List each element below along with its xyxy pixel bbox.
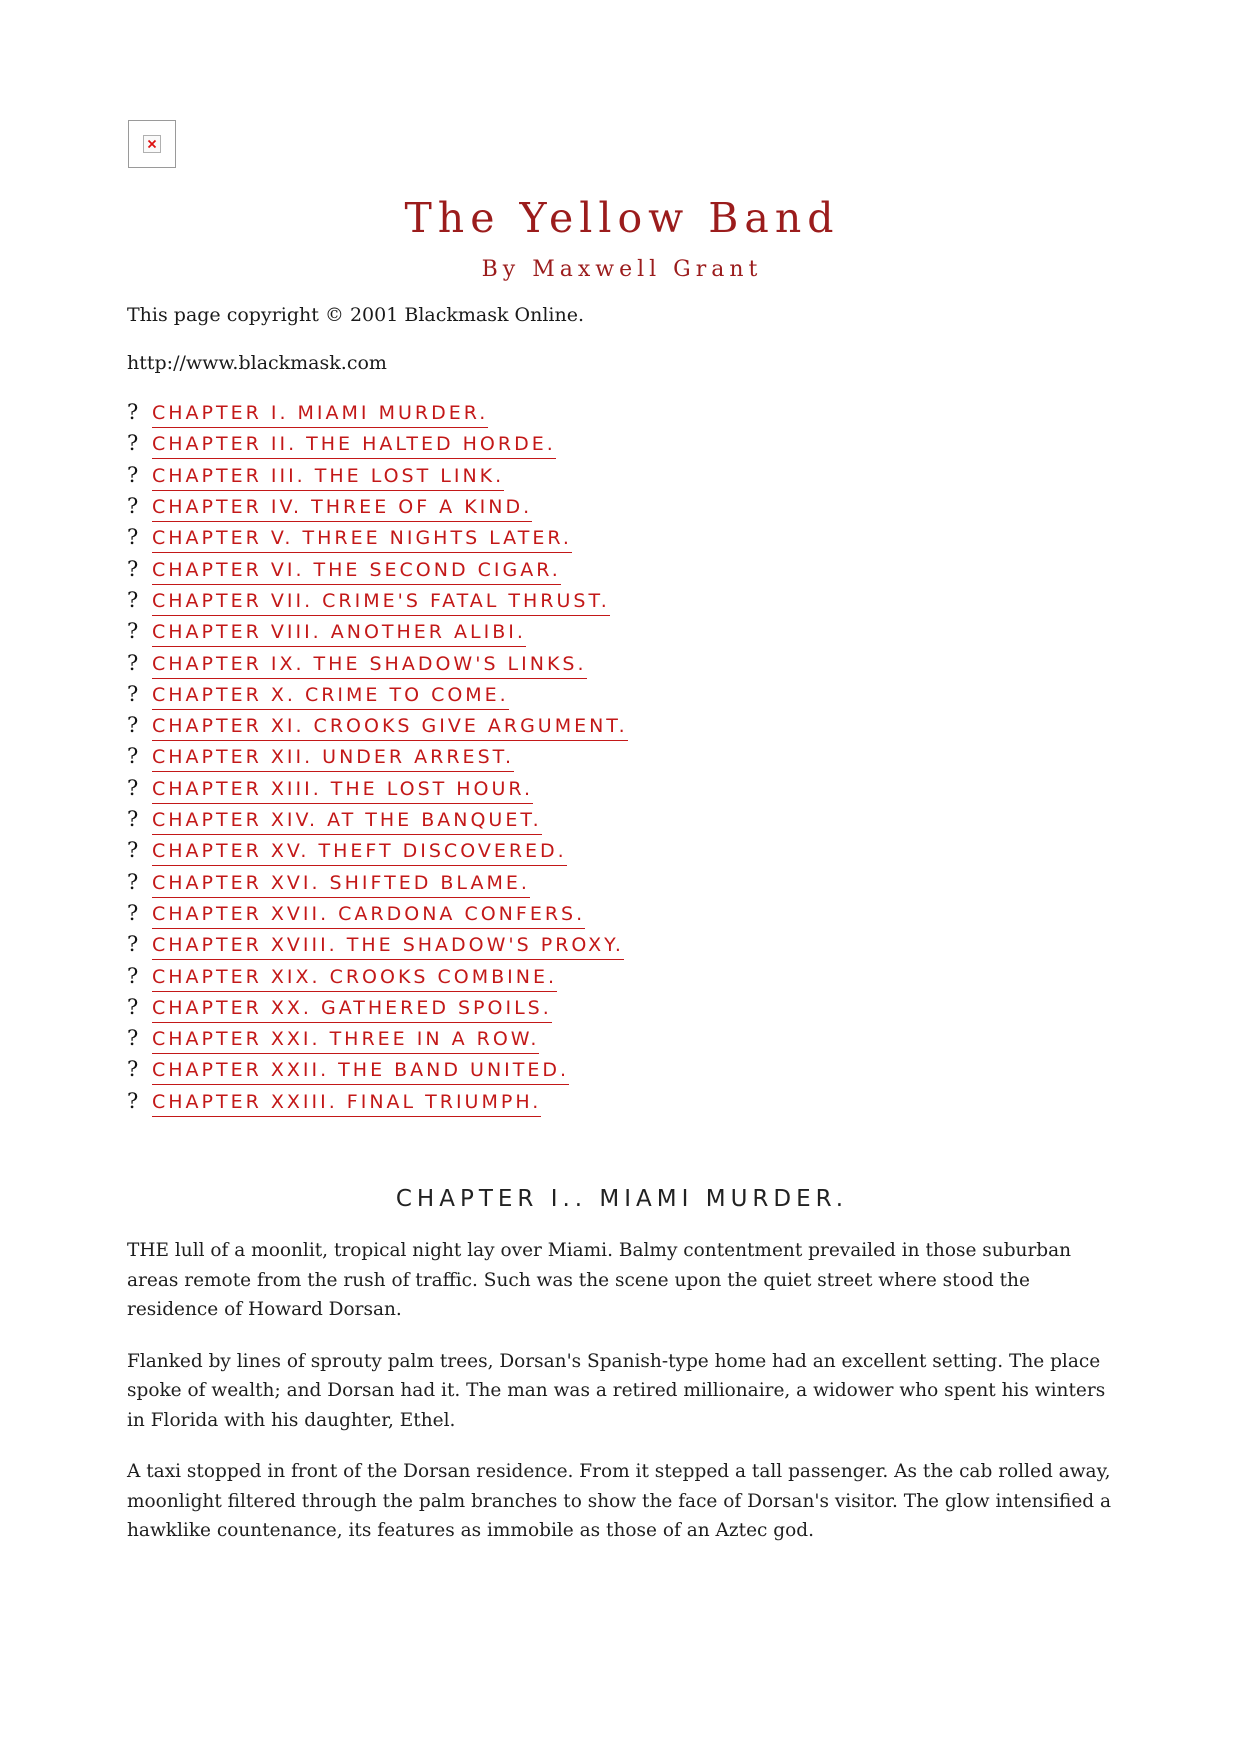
toc-bullet: ?: [127, 556, 139, 581]
book-author: By Maxwell Grant: [481, 257, 763, 283]
toc-bullet: ?: [127, 462, 139, 487]
toc-chapter-link[interactable]: CHAPTER XXII. THE BAND UNITED.: [152, 1059, 569, 1085]
toc-chapter-link[interactable]: CHAPTER XX. GATHERED SPOILS.: [152, 997, 552, 1023]
toc-bullet: ?: [127, 869, 139, 894]
copyright-notice: This page copyright © 2001 Blackmask Online.: [127, 304, 585, 327]
toc-item: [127, 744, 1117, 775]
toc-chapter-link[interactable]: CHAPTER VII. CRIME'S FATAL THRUST.: [152, 590, 610, 616]
toc-chapter-link[interactable]: CHAPTER III. THE LOST LINK.: [152, 465, 504, 491]
broken-image-icon: [128, 120, 176, 168]
toc-chapter-link[interactable]: CHAPTER XVI. SHIFTED BLAME.: [152, 872, 530, 898]
toc-chapter-link[interactable]: CHAPTER XII. UNDER ARREST.: [152, 746, 514, 772]
toc-item: [127, 776, 1117, 807]
toc-chapter-link[interactable]: CHAPTER I. MIAMI MURDER.: [152, 402, 488, 428]
toc-bullet: ?: [127, 587, 139, 612]
book-title: The Yellow Band: [404, 194, 840, 242]
toc-chapter-link[interactable]: CHAPTER XIX. CROOKS COMBINE.: [152, 966, 557, 992]
toc-item: [127, 557, 1117, 588]
toc-bullet: ?: [127, 681, 139, 706]
toc-bullet: ?: [127, 650, 139, 675]
toc-bullet: ?: [127, 994, 139, 1019]
toc-item: [127, 431, 1117, 462]
toc-bullet: ?: [127, 900, 139, 925]
toc-item: [127, 807, 1117, 838]
toc-bullet: ?: [127, 1088, 139, 1113]
toc-chapter-link[interactable]: CHAPTER XIII. THE LOST HOUR.: [152, 778, 533, 804]
toc-chapter-link[interactable]: CHAPTER VI. THE SECOND CIGAR.: [152, 559, 561, 585]
toc-item: [127, 713, 1117, 744]
toc-bullet: ?: [127, 400, 139, 425]
toc-bullet: ?: [127, 525, 139, 550]
toc-bullet: ?: [127, 619, 139, 644]
chapter-paragraph: Flanked by lines of sprouty palm trees, Dorsan's Spanish-type home had an excellent setting. The place spoke of wealth; and Dorsan had it. The man was a retired millionaire, a widower who spent his winters in Florida with his daughter, Ethel.: [127, 1350, 1106, 1431]
toc-chapter-link[interactable]: CHAPTER XVIII. THE SHADOW'S PROXY.: [152, 934, 624, 960]
toc-chapter-link[interactable]: CHAPTER XV. THEFT DISCOVERED.: [152, 840, 567, 866]
toc-item: [127, 901, 1117, 932]
toc-item: [127, 400, 1117, 431]
toc-item: [127, 932, 1117, 963]
chapter-paragraph: THE lull of a moonlit, tropical night lay over Miami. Balmy contentment prevailed in those suburban areas remote from the rush of traffic. Such was the scene upon the quiet street where stood the residence of Howard Dorsan.: [127, 1240, 1072, 1321]
toc-bullet: ?: [127, 1026, 139, 1051]
toc-item: [127, 870, 1117, 901]
toc-item: [127, 838, 1117, 869]
toc-item: [127, 995, 1117, 1026]
toc-bullet: ?: [127, 807, 139, 832]
toc-item: [127, 463, 1117, 494]
toc-item: [127, 651, 1117, 682]
toc-item: [127, 1026, 1117, 1057]
toc-chapter-link[interactable]: CHAPTER XVII. CARDONA CONFERS.: [152, 903, 585, 929]
toc-chapter-link[interactable]: CHAPTER II. THE HALTED HORDE.: [152, 433, 556, 459]
toc-bullet: ?: [127, 744, 139, 769]
toc-bullet: ?: [127, 775, 139, 800]
chapter-paragraph: A taxi stopped in front of the Dorsan residence. From it stepped a tall passenger. As the cab rolled away, moonlight filtered through the palm branches to show the face of Dorsan's visitor. The glow intensified a hawklike countenance, its features as immobile as those of an Aztec god.: [127, 1461, 1112, 1542]
toc-item: [127, 1057, 1117, 1088]
table-of-contents: [127, 400, 1117, 1120]
toc-chapter-link[interactable]: CHAPTER XI. CROOKS GIVE ARGUMENT.: [152, 715, 628, 741]
toc-bullet: ?: [127, 932, 139, 957]
document-page: [127, 120, 1117, 1546]
toc-bullet: ?: [127, 494, 139, 519]
toc-item: [127, 494, 1117, 525]
toc-chapter-link[interactable]: CHAPTER IX. THE SHADOW'S LINKS.: [152, 653, 587, 679]
toc-item: [127, 964, 1117, 995]
toc-chapter-link[interactable]: CHAPTER XXI. THREE IN A ROW.: [152, 1028, 539, 1054]
toc-chapter-link[interactable]: CHAPTER IV. THREE OF A KIND.: [152, 496, 532, 522]
toc-chapter-link[interactable]: CHAPTER XXIII. FINAL TRIUMPH.: [152, 1091, 541, 1117]
broken-image-placeholder: [143, 135, 161, 153]
toc-chapter-link[interactable]: CHAPTER XIV. AT THE BANQUET.: [152, 809, 542, 835]
toc-item: [127, 525, 1117, 556]
toc-bullet: ?: [127, 838, 139, 863]
toc-item: [127, 588, 1117, 619]
toc-bullet: ?: [127, 431, 139, 456]
site-url: http://www.blackmask.com: [127, 352, 387, 375]
toc-bullet: ?: [127, 963, 139, 988]
toc-chapter-link[interactable]: CHAPTER X. CRIME TO COME.: [152, 684, 509, 710]
chapter-heading: CHAPTER I.. MIAMI MURDER.: [395, 1186, 849, 1213]
toc-item: [127, 619, 1117, 650]
toc-item: [127, 682, 1117, 713]
toc-bullet: ?: [127, 1057, 139, 1082]
toc-chapter-link[interactable]: CHAPTER VIII. ANOTHER ALIBI.: [152, 621, 526, 647]
toc-item: [127, 1089, 1117, 1120]
toc-bullet: ?: [127, 713, 139, 738]
red-x-icon: [147, 139, 157, 149]
toc-chapter-link[interactable]: CHAPTER V. THREE NIGHTS LATER.: [152, 527, 572, 553]
